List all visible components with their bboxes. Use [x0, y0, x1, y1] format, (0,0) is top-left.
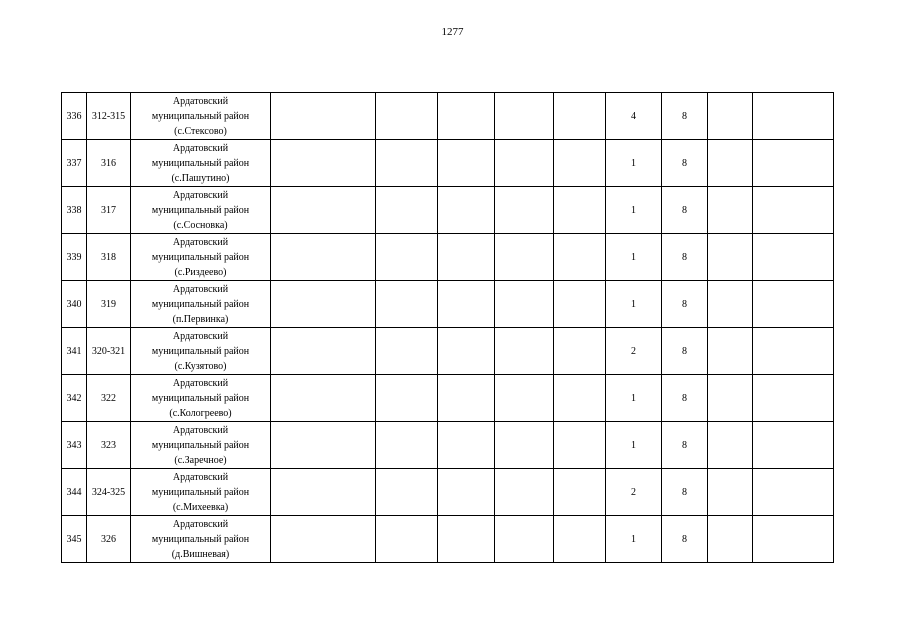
cell-col-6: [438, 140, 495, 187]
cell-col-5: [376, 281, 438, 328]
district-line3: (с.Заречное): [174, 454, 227, 466]
cell-col-5: [376, 328, 438, 375]
cell-col-6: [438, 234, 495, 281]
cell-col-4: [271, 281, 376, 328]
cell-col-5: [376, 469, 438, 516]
cell-quantity: 1: [606, 422, 662, 469]
cell-col-6: [438, 187, 495, 234]
cell-quantity: 1: [606, 234, 662, 281]
cell-col-4: [271, 328, 376, 375]
cell-col-12: [753, 281, 834, 328]
district-line3: (с.Кузятово): [174, 360, 227, 372]
table-row: [62, 422, 834, 469]
cell-row-number: 341: [62, 328, 87, 375]
cell-value: 8: [662, 422, 708, 469]
cell-col-5: [376, 516, 438, 563]
table-row: [62, 469, 834, 516]
cell-value: 8: [662, 328, 708, 375]
cell-col-5: [376, 93, 438, 140]
cell-value: 8: [662, 93, 708, 140]
cell-quantity: 1: [606, 187, 662, 234]
cell-quantity: 1: [606, 140, 662, 187]
cell-col-8: [554, 187, 606, 234]
cell-col-8: [554, 140, 606, 187]
district-line1: Ардатовский: [172, 471, 229, 483]
cell-row-number: 343: [62, 422, 87, 469]
table-row: [62, 234, 834, 281]
cell-quantity: 4: [606, 93, 662, 140]
cell-col-6: [438, 93, 495, 140]
cell-col-11: [708, 93, 753, 140]
cell-value: 8: [662, 281, 708, 328]
district-line3: (д.Вишневая): [171, 548, 230, 560]
cell-row-number: 342: [62, 375, 87, 422]
cell-code: 320-321: [87, 328, 131, 375]
cell-code: 324-325: [87, 469, 131, 516]
cell-col-12: [753, 516, 834, 563]
district-line2: муниципальный район: [151, 298, 250, 310]
cell-col-11: [708, 375, 753, 422]
cell-col-4: [271, 140, 376, 187]
cell-value: 8: [662, 516, 708, 563]
table-row: [62, 281, 834, 328]
cell-col-7: [495, 328, 554, 375]
district-line3: (с.Михеевка): [172, 501, 229, 513]
district-line1: Ардатовский: [172, 330, 229, 342]
cell-col-6: [438, 328, 495, 375]
cell-quantity: 2: [606, 469, 662, 516]
district-line1: Ардатовский: [172, 142, 229, 154]
cell-district: [131, 281, 271, 328]
cell-value: 8: [662, 234, 708, 281]
cell-col-8: [554, 469, 606, 516]
cell-row-number: 337: [62, 140, 87, 187]
cell-code: 323: [87, 422, 131, 469]
cell-col-12: [753, 140, 834, 187]
cell-col-7: [495, 281, 554, 328]
district-line2: муниципальный район: [151, 533, 250, 545]
cell-col-11: [708, 281, 753, 328]
cell-col-7: [495, 422, 554, 469]
cell-col-4: [271, 375, 376, 422]
cell-code: 316: [87, 140, 131, 187]
cell-col-12: [753, 234, 834, 281]
cell-col-11: [708, 328, 753, 375]
district-line3: (с.Пашутино): [171, 172, 230, 184]
cell-district: [131, 140, 271, 187]
district-line2: муниципальный район: [151, 110, 250, 122]
cell-col-4: [271, 93, 376, 140]
district-line1: Ардатовский: [172, 518, 229, 530]
district-line2: муниципальный район: [151, 251, 250, 263]
cell-col-8: [554, 422, 606, 469]
cell-col-5: [376, 375, 438, 422]
cell-col-4: [271, 516, 376, 563]
cell-col-7: [495, 187, 554, 234]
cell-col-7: [495, 140, 554, 187]
cell-code: 318: [87, 234, 131, 281]
cell-row-number: 338: [62, 187, 87, 234]
cell-value: 8: [662, 140, 708, 187]
cell-col-6: [438, 422, 495, 469]
cell-code: 317: [87, 187, 131, 234]
cell-row-number: 344: [62, 469, 87, 516]
cell-col-7: [495, 375, 554, 422]
district-line3: (с.Кологреево): [169, 407, 232, 419]
district-line1: Ардатовский: [172, 236, 229, 248]
cell-col-12: [753, 422, 834, 469]
table-row: [62, 140, 834, 187]
cell-quantity: 2: [606, 328, 662, 375]
district-line2: муниципальный район: [151, 157, 250, 169]
cell-col-6: [438, 516, 495, 563]
cell-col-4: [271, 422, 376, 469]
cell-col-8: [554, 328, 606, 375]
district-line1: Ардатовский: [172, 283, 229, 295]
cell-col-11: [708, 234, 753, 281]
district-line1: Ардатовский: [172, 189, 229, 201]
cell-row-number: 345: [62, 516, 87, 563]
cell-col-12: [753, 328, 834, 375]
cell-district: [131, 469, 271, 516]
cell-district: [131, 422, 271, 469]
district-line2: муниципальный район: [151, 439, 250, 451]
district-line3: (с.Сосновка): [173, 219, 228, 231]
district-line2: муниципальный район: [151, 486, 250, 498]
cell-quantity: 1: [606, 516, 662, 563]
cell-row-number: 339: [62, 234, 87, 281]
district-line1: Ардатовский: [172, 424, 229, 436]
cell-quantity: 1: [606, 375, 662, 422]
district-line3: (п.Первинка): [172, 313, 229, 325]
cell-col-8: [554, 375, 606, 422]
table-row: [62, 516, 834, 563]
cell-quantity: 1: [606, 281, 662, 328]
cell-col-7: [495, 234, 554, 281]
cell-col-11: [708, 469, 753, 516]
cell-col-11: [708, 140, 753, 187]
cell-district: [131, 516, 271, 563]
cell-value: 8: [662, 375, 708, 422]
cell-col-12: [753, 469, 834, 516]
table-row: [62, 187, 834, 234]
cell-row-number: 340: [62, 281, 87, 328]
cell-col-8: [554, 516, 606, 563]
cell-col-5: [376, 422, 438, 469]
cell-code: 312-315: [87, 93, 131, 140]
cell-col-6: [438, 281, 495, 328]
table-body: [62, 93, 834, 563]
cell-col-4: [271, 469, 376, 516]
cell-col-5: [376, 234, 438, 281]
district-line1: Ардатовский: [172, 377, 229, 389]
cell-row-number: 336: [62, 93, 87, 140]
table-row: [62, 375, 834, 422]
cell-col-8: [554, 281, 606, 328]
cell-col-4: [271, 187, 376, 234]
cell-col-12: [753, 93, 834, 140]
cell-code: 319: [87, 281, 131, 328]
cell-col-12: [753, 375, 834, 422]
cell-col-8: [554, 234, 606, 281]
cell-col-7: [495, 93, 554, 140]
data-table: [61, 92, 834, 563]
district-line2: муниципальный район: [151, 392, 250, 404]
cell-district: [131, 375, 271, 422]
cell-col-11: [708, 422, 753, 469]
cell-district: [131, 187, 271, 234]
cell-code: 322: [87, 375, 131, 422]
table-row: [62, 93, 834, 140]
cell-value: 8: [662, 187, 708, 234]
district-line1: Ардатовский: [172, 95, 229, 107]
cell-col-11: [708, 187, 753, 234]
cell-col-11: [708, 516, 753, 563]
page-number: 1277: [441, 26, 464, 38]
cell-col-4: [271, 234, 376, 281]
district-line3: (с.Риздеево): [174, 266, 227, 278]
cell-col-5: [376, 187, 438, 234]
cell-district: [131, 234, 271, 281]
cell-code: 326: [87, 516, 131, 563]
cell-col-6: [438, 469, 495, 516]
cell-col-8: [554, 93, 606, 140]
cell-col-12: [753, 187, 834, 234]
cell-district: [131, 93, 271, 140]
cell-col-5: [376, 140, 438, 187]
district-line2: муниципальный район: [151, 204, 250, 216]
district-line3: (с.Стексово): [174, 125, 227, 137]
cell-col-6: [438, 375, 495, 422]
cell-col-7: [495, 516, 554, 563]
table-row: [62, 328, 834, 375]
cell-district: [131, 328, 271, 375]
cell-col-7: [495, 469, 554, 516]
cell-value: 8: [662, 469, 708, 516]
district-line2: муниципальный район: [151, 345, 250, 357]
